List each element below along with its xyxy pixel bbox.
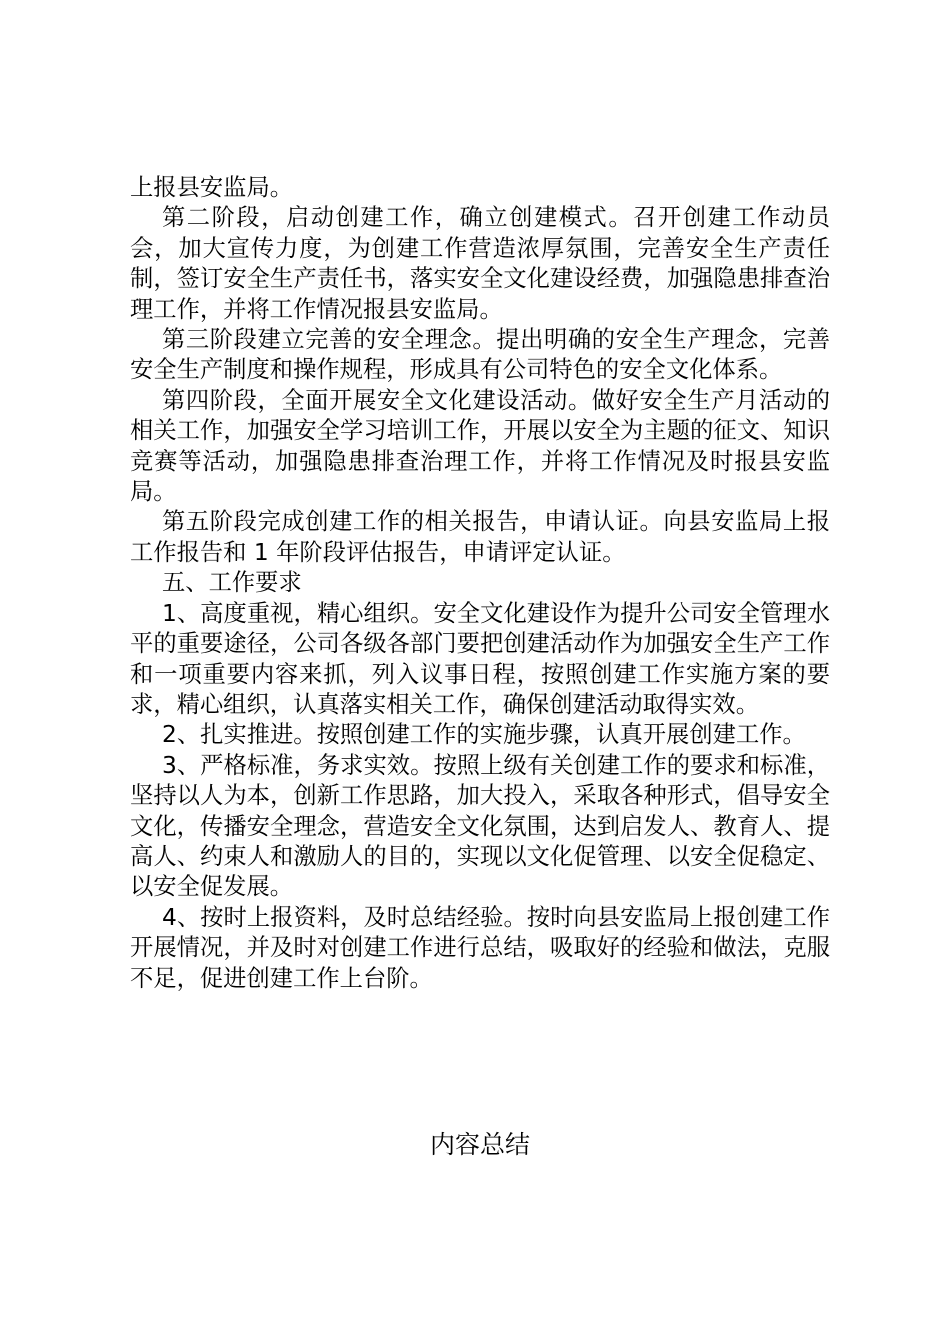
paragraph-stage-two: 第二阶段，启动创建工作，确立创建模式。召开创建工作动员会，加大宣传力度，为创建工作营造浓厚氛围，完善安全生产责任制，签订安全生产责任书，落实安全文化建设经费，加强隐患排查治理工作，并将工作情况报县安监局。 <box>130 204 830 323</box>
paragraph-stage-five: 第五阶段完成创建工作的相关报告，申请认证。向县安监局上报工作报告和 1 年阶段评估报告，申请评定认证。 <box>130 508 830 566</box>
paragraph-requirement-3: 3、严格标准，务求实效。按照上级有关创建工作的要求和标准，坚持以人为本，创新工作思路，加大投入，采取各种形式，倡导安全文化，传播安全理念，营造安全文化氛围，达到启发人、教育人、提高人、约束人和激励人的目的，实现以文化促管理、以安全促稳定、以安全促发展。 <box>130 751 830 901</box>
document-body <box>130 173 830 994</box>
paragraph-requirement-1: 1、高度重视，精心组织。安全文化建设作为提升公司安全管理水平的重要途径，公司各级各部门要把创建活动作为加强安全生产工作和一项重要内容来抓，列入议事日程，按照创建工作实施方案的要求，精心组织，认真落实相关工作，确保创建活动取得实效。 <box>130 599 830 718</box>
paragraph-continuation: 上报县安监局。 <box>130 174 294 201</box>
section-heading-work-requirements: 五、工作要求 <box>162 569 302 597</box>
summary-title: 内容总结 <box>429 1130 530 1159</box>
paragraph-requirement-2: 2、扎实推进。按照创建工作的实施步骤，认真开展创建工作。 <box>162 721 806 749</box>
paragraph-stage-four: 第四阶段，全面开展安全文化建设活动。做好安全生产月活动的相关工作，加强安全学习培训工作，开展以安全为主题的征文、知识竞赛等活动，加强隐患排查治理工作，并将工作情况及时报县安监局。 <box>130 386 830 506</box>
paragraph-stage-three: 第三阶段建立完善的安全理念。提出明确的安全生产理念，完善安全生产制度和操作规程，形成具有公司特色的安全文化体系。 <box>130 326 830 384</box>
paragraph-requirement-4: 4、按时上报资料，及时总结经验。按时向县安监局上报创建工作开展情况，并及时对创建工作进行总结，吸取好的经验和做法，克服不足，促进创建工作上台阶。 <box>130 903 830 992</box>
